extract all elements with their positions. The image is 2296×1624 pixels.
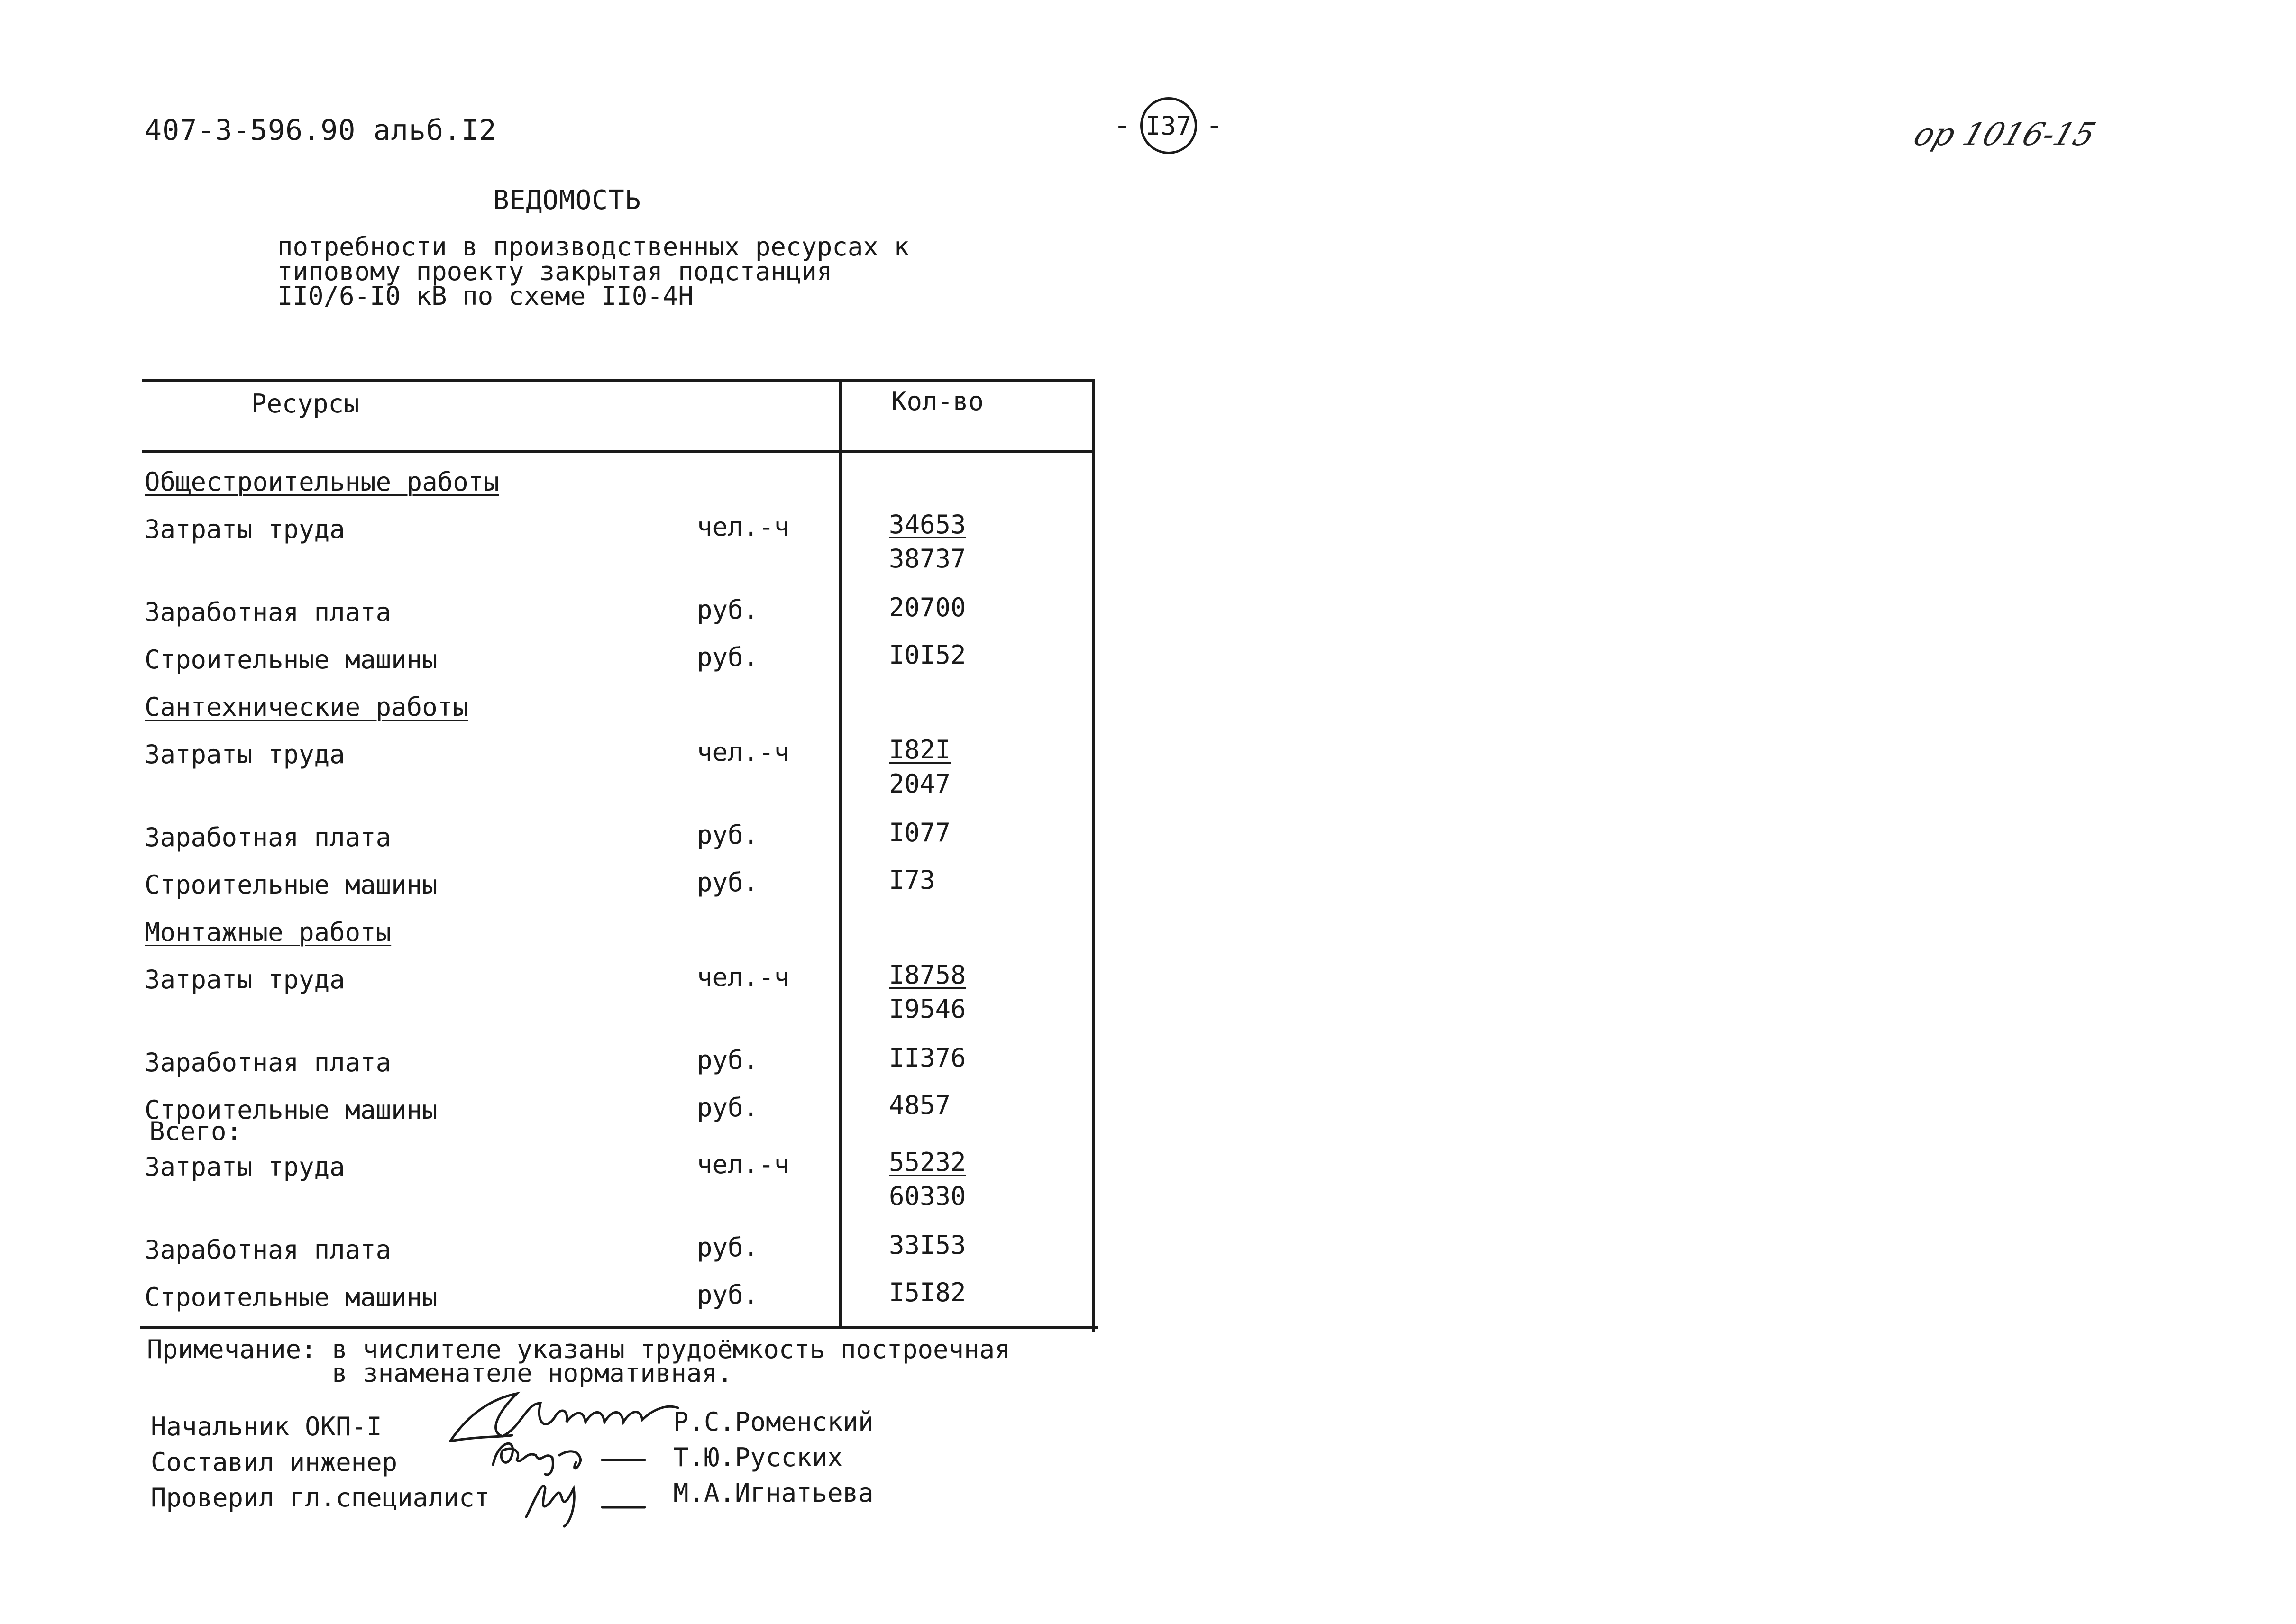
value-numerator: I82I <box>889 735 951 765</box>
row-unit: руб. <box>697 1045 759 1075</box>
row-label: Строительные машины <box>145 645 438 675</box>
document-title: ВЕДОМОСТЬ <box>493 185 641 216</box>
section-heading: Общестроительные работы <box>145 467 499 497</box>
row-unit: руб. <box>697 820 759 850</box>
row-label: Заработная плата <box>145 1048 392 1077</box>
page-number <box>1105 97 1232 154</box>
value-numerator: 34653 <box>889 510 966 539</box>
section-heading: Монтажные работы <box>145 917 392 947</box>
row-label: Заработная плата <box>145 597 392 627</box>
value-denominator: 38737 <box>889 544 966 574</box>
signature-role-3: Проверил гл.специалист <box>151 1483 490 1513</box>
value-denominator: 2047 <box>889 769 951 799</box>
row-value: I077 <box>889 818 951 848</box>
value-numerator: I8758 <box>889 960 966 990</box>
signature-name-2: Т.Ю.Русских <box>673 1442 843 1472</box>
dash-right: - <box>1205 108 1224 143</box>
value-denominator: I9546 <box>889 994 966 1024</box>
row-label: Затраты труда <box>145 739 345 769</box>
row-value: 33I53 <box>889 1230 966 1260</box>
signature-role-2: Составил инженер <box>151 1447 398 1477</box>
value-numerator: 55232 <box>889 1147 966 1177</box>
handwritten-reference: ор 1016-15 <box>1909 116 2100 153</box>
row-label: Строительные машины <box>145 1095 438 1125</box>
row-unit: чел.-ч <box>697 737 790 767</box>
row-unit: руб. <box>697 595 759 625</box>
row-value: II376 <box>889 1043 966 1073</box>
row-value: I73 <box>889 865 935 895</box>
table-header-divider <box>142 450 1095 453</box>
row-label: Заработная плата <box>145 1235 392 1265</box>
row-label: Затраты труда <box>145 965 345 994</box>
page-number-circle: I37 <box>1140 97 1197 154</box>
header-quantity: Кол-во <box>891 386 984 416</box>
table-top-border <box>142 379 1095 382</box>
value-denominator: 60330 <box>889 1181 966 1211</box>
row-unit: чел.-ч <box>697 512 790 542</box>
document-subtitle: потребности в производственных ресурсах к типовому проекту закрытая подстанция II0/6-I0 кВ по схеме II0-4Н <box>277 232 909 311</box>
row-unit: чел.-ч <box>697 1150 790 1179</box>
document-code: 407-3-596.90 альб.I2 <box>145 114 497 147</box>
row-unit: руб. <box>697 642 759 672</box>
signature-name-3: М.А.Игнатьева <box>673 1478 874 1508</box>
signature-name-1: Р.С.Роменский <box>673 1407 874 1437</box>
signature-mark-3 <box>517 1469 659 1531</box>
table-note: Примечание: в числителе указаны трудоёмкость построечная в знаменателе нормативная. <box>147 1334 1010 1388</box>
row-label: Затраты труда <box>145 514 345 544</box>
row-value: 20700 <box>889 593 966 622</box>
row-label: Всего: <box>149 1116 242 1146</box>
table-column-divider <box>839 379 842 1327</box>
row-label: Строительные машины <box>145 870 438 900</box>
table-bottom-border <box>140 1326 1098 1329</box>
row-label: Строительные машины <box>145 1282 438 1312</box>
row-label: Заработная плата <box>145 822 392 852</box>
row-unit: руб. <box>697 1280 759 1310</box>
header-resources: Ресурсы <box>251 389 359 419</box>
row-value: 4857 <box>889 1090 951 1120</box>
row-value: I0I52 <box>889 640 966 670</box>
row-unit: руб. <box>697 867 759 897</box>
row-label: Затраты труда <box>145 1152 345 1182</box>
dash-left: - <box>1113 108 1132 143</box>
table-right-border <box>1092 379 1095 1332</box>
row-unit: руб. <box>697 1232 759 1262</box>
row-unit: руб. <box>697 1093 759 1122</box>
section-heading: Сантехнические работы <box>145 692 468 722</box>
row-unit: чел.-ч <box>697 962 790 992</box>
row-value: I5I82 <box>889 1277 966 1307</box>
signature-role-1: Начальник ОКП-I <box>151 1412 382 1442</box>
